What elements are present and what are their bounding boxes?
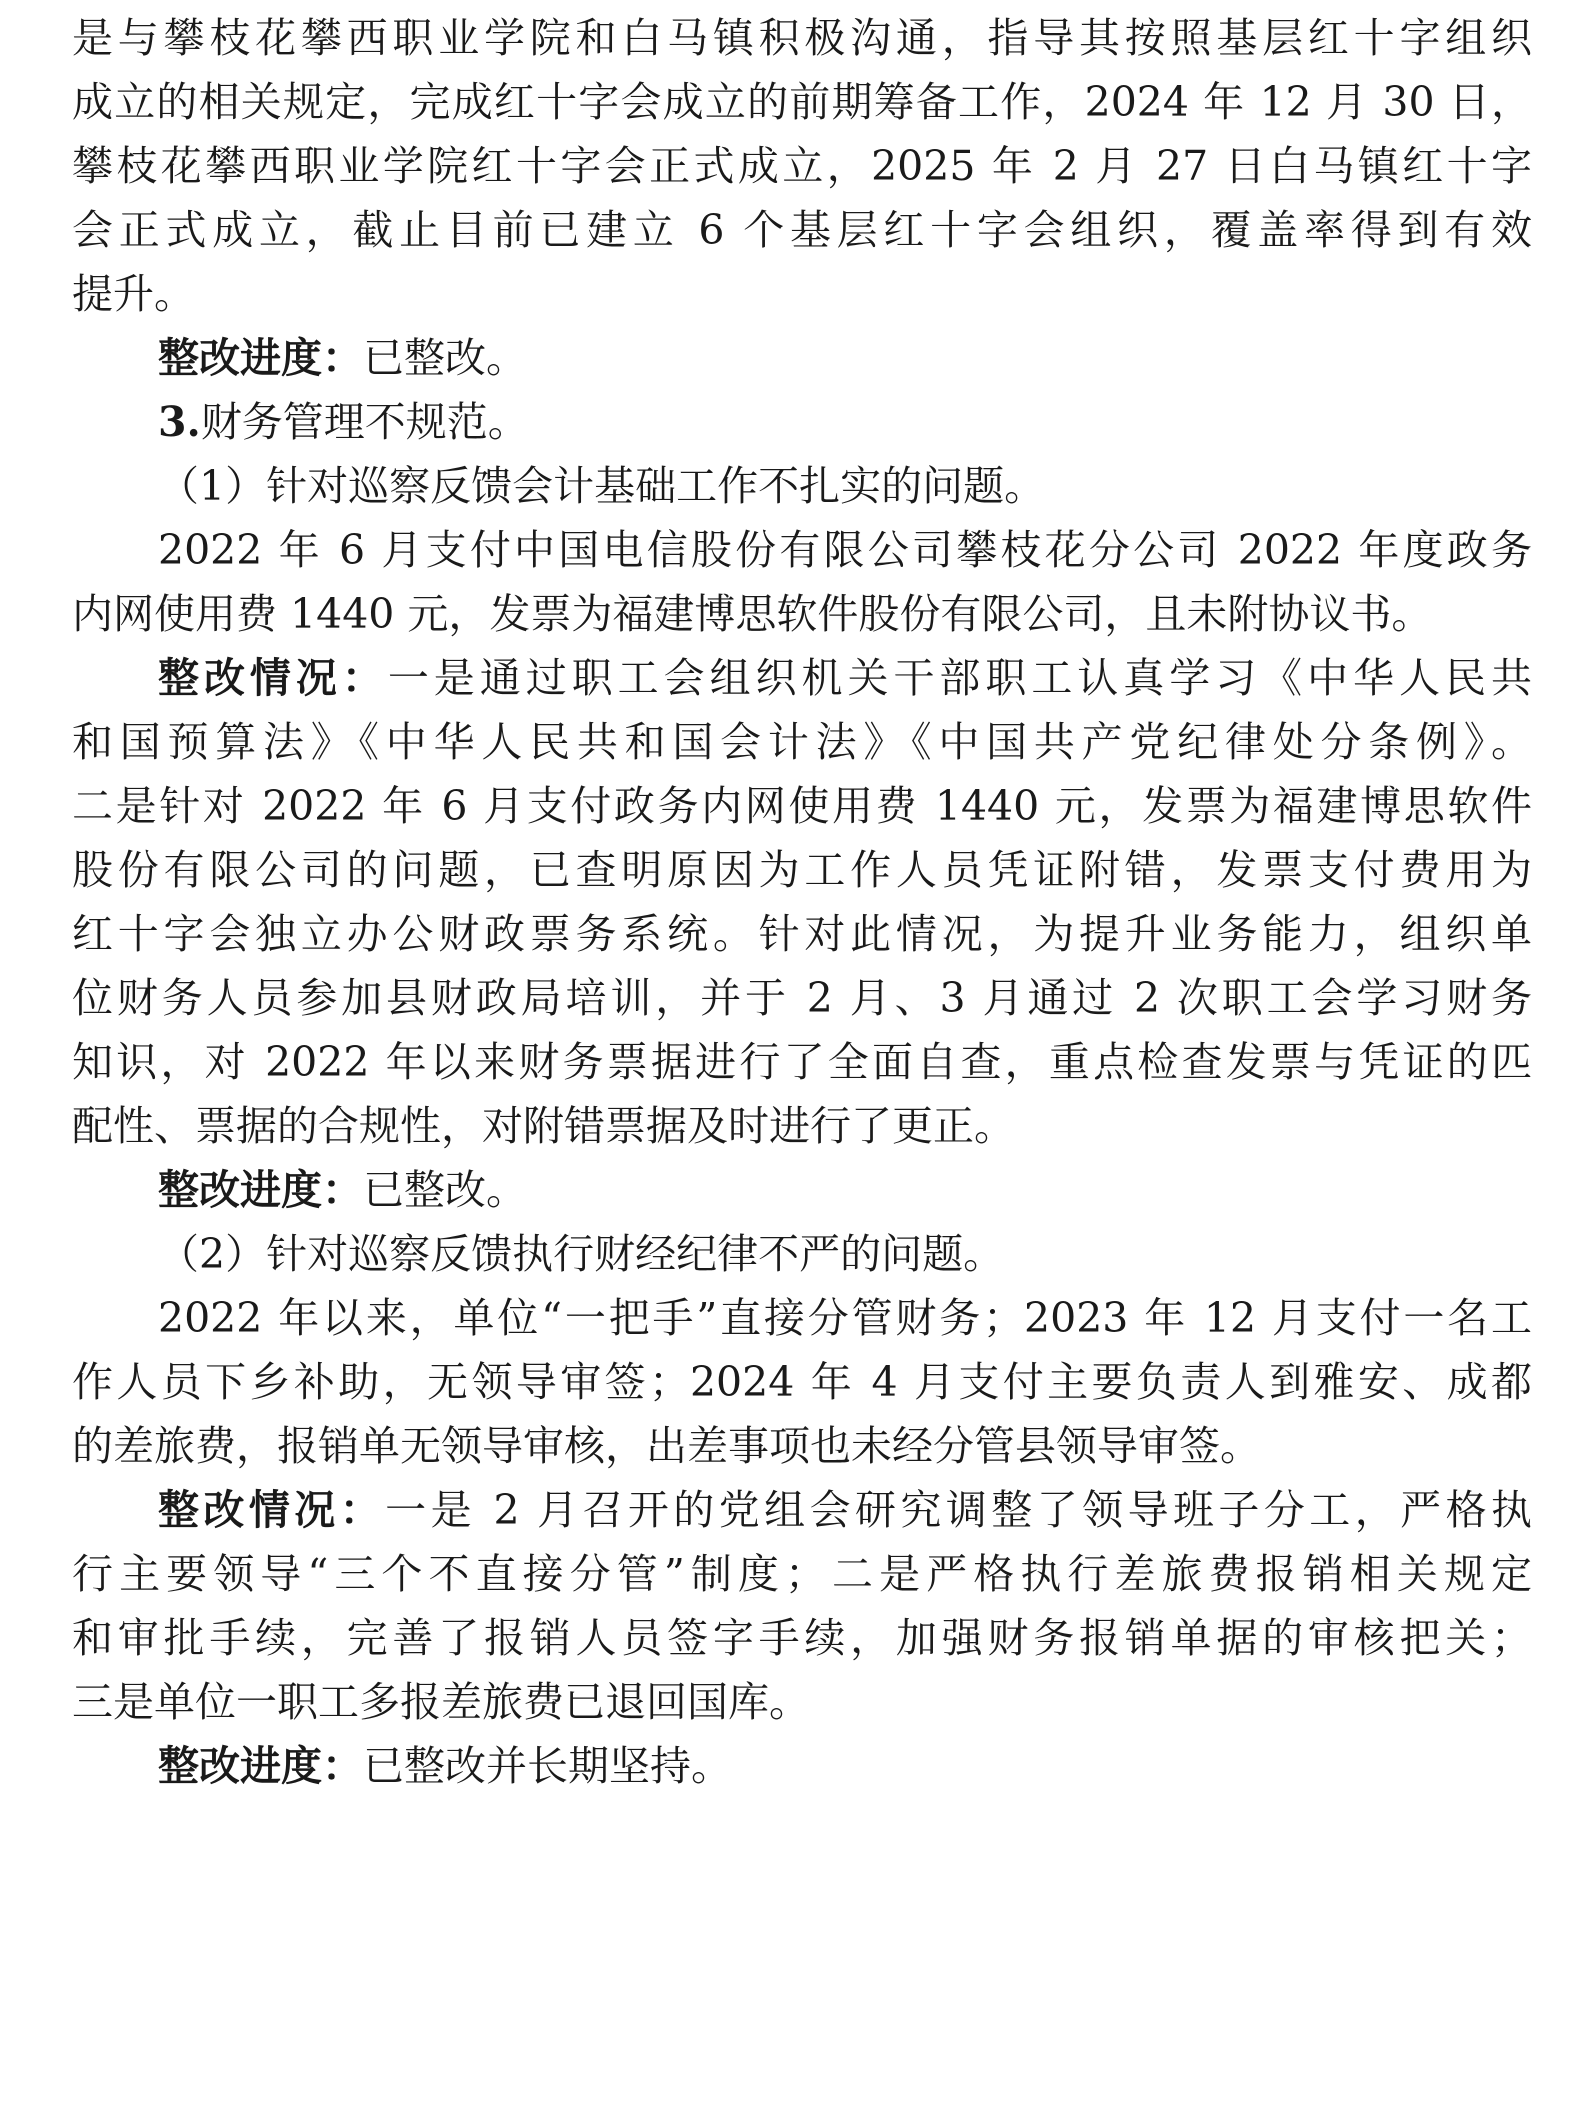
- para-progress-3: [72, 1734, 1532, 1798]
- bold-label: 整改进度：: [158, 1166, 363, 1214]
- text-run: 和审批手续，完善了报销人员签字手续，加强财务报销单据的审核把关；: [72, 1614, 1532, 1662]
- bold-label: 整改进度：: [158, 334, 363, 382]
- para-subheading-1: [72, 454, 1532, 518]
- text-line: [72, 1350, 1532, 1414]
- text-line: [72, 902, 1532, 966]
- text-line: [72, 198, 1532, 262]
- para-status-1: [72, 646, 1532, 1158]
- text-line: [72, 1094, 1532, 1158]
- para-status-2: [72, 1478, 1532, 1734]
- text-run: 和国预算法》《中华人民共和国会计法》《中国共产党纪律处分条例》。: [72, 718, 1532, 766]
- text-line: [72, 1222, 1532, 1286]
- text-line: [72, 1158, 1532, 1222]
- text-line: [72, 454, 1532, 518]
- document-page: [72, 6, 1532, 1798]
- text-run: （2）针对巡察反馈执行财经纪律不严的问题。: [158, 1230, 1005, 1278]
- text-line: [72, 6, 1532, 70]
- para-intro-continuation: [72, 6, 1532, 326]
- text-line: [72, 838, 1532, 902]
- text-line: [72, 710, 1532, 774]
- text-run: 作人员下乡补助，无领导审签；2024 年 4 月支付主要负责人到雅安、成都: [72, 1358, 1532, 1406]
- text-line: [72, 1542, 1532, 1606]
- text-run: 红十字会独立办公财政票务系统。针对此情况，为提升业务能力，组织单: [72, 910, 1532, 958]
- text-line: [72, 70, 1532, 134]
- text-run: 成立的相关规定，完成红十字会成立的前期筹备工作，2024 年 12 月 30 日，: [72, 78, 1532, 126]
- text-run: （1）针对巡察反馈会计基础工作不扎实的问题。: [158, 462, 1046, 510]
- bold-label: 3.: [158, 398, 201, 446]
- bold-label: 整改情况：: [158, 1486, 386, 1534]
- text-run: 知识，对 2022 年以来财务票据进行了全面自查，重点检查发票与凭证的匹: [72, 1038, 1532, 1086]
- text-run: 攀枝花攀西职业学院红十字会正式成立，2025 年 2 月 27 日白马镇红十字: [72, 142, 1532, 190]
- text-run: 的差旅费，报销单无领导审核，出差事项也未经分管县领导审签。: [72, 1422, 1261, 1470]
- para-subheading-2: [72, 1222, 1532, 1286]
- text-line: [72, 326, 1532, 390]
- para-progress-1: [72, 326, 1532, 390]
- text-line: [72, 1286, 1532, 1350]
- para-issue-1: [72, 518, 1532, 646]
- text-run: 内网使用费 1440 元，发票为福建博思软件股份有限公司，且未附协议书。: [72, 590, 1433, 638]
- text-line: [72, 1478, 1532, 1542]
- text-run: 会正式成立，截止目前已建立 6 个基层红十字会组织，覆盖率得到有效: [72, 206, 1532, 254]
- para-heading-3: [72, 390, 1532, 454]
- text-run: 已整改并长期坚持。: [363, 1742, 732, 1790]
- text-line: [72, 774, 1532, 838]
- text-run: 提升。: [72, 270, 195, 318]
- text-line: [72, 518, 1532, 582]
- text-run: 2022 年以来，单位“一把手”直接分管财务；2023 年 12 月支付一名工: [158, 1294, 1532, 1342]
- text-run: 位财务人员参加县财政局培训，并于 2 月、3 月通过 2 次职工会学习财务: [72, 974, 1532, 1022]
- text-line: [72, 1606, 1532, 1670]
- text-run: 行主要领导“三个不直接分管”制度；二是严格执行差旅费报销相关规定: [72, 1550, 1532, 1598]
- text-run: 一是通过职工会组织机关干部职工认真学习《中华人民共: [387, 654, 1532, 702]
- text-line: [72, 390, 1532, 454]
- text-run: 2022 年 6 月支付中国电信股份有限公司攀枝花分公司 2022 年度政务: [158, 526, 1532, 574]
- text-line: [72, 1414, 1532, 1478]
- text-run: 已整改。: [363, 334, 527, 382]
- text-run: 财务管理不规范。: [200, 398, 529, 446]
- text-line: [72, 1734, 1532, 1798]
- text-run: 一是 2 月召开的党组会研究调整了领导班子分工，严格执: [385, 1486, 1532, 1534]
- text-run: 股份有限公司的问题，已查明原因为工作人员凭证附错，发票支付费用为: [72, 846, 1532, 894]
- bold-label: 整改情况：: [158, 654, 388, 702]
- text-run: 配性、票据的合规性，对附错票据及时进行了更正。: [72, 1102, 1015, 1150]
- text-run: 是与攀枝花攀西职业学院和白马镇积极沟通，指导其按照基层红十字组织: [72, 14, 1532, 62]
- text-run: 三是单位一职工多报差旅费已退回国库。: [72, 1678, 810, 1726]
- text-line: [72, 134, 1532, 198]
- text-line: [72, 262, 1532, 326]
- text-run: 二是针对 2022 年 6 月支付政务内网使用费 1440 元，发票为福建博思软件: [72, 782, 1532, 830]
- bold-label: 整改进度：: [158, 1742, 363, 1790]
- text-line: [72, 966, 1532, 1030]
- text-line: [72, 1670, 1532, 1734]
- text-line: [72, 582, 1532, 646]
- text-line: [72, 646, 1532, 710]
- para-progress-2: [72, 1158, 1532, 1222]
- para-issue-2: [72, 1286, 1532, 1478]
- text-run: 已整改。: [363, 1166, 527, 1214]
- text-line: [72, 1030, 1532, 1094]
